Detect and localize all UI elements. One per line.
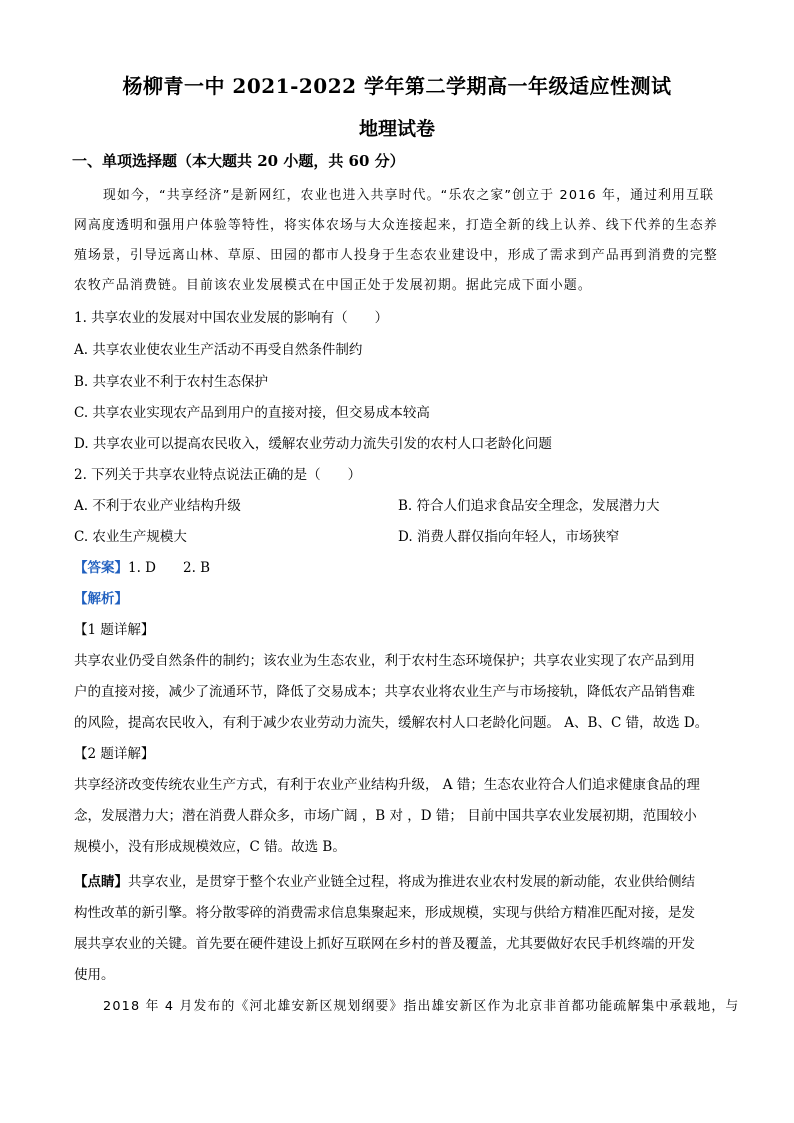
question-2-option-a: A. 不利于农业产业结构升级 [74, 498, 241, 514]
detail-1-line: 的风险，提高农民收入，有利于减少农业劳动力流失，缓解农村人口老龄化问题。 A、B、C 错，故选 D。 [74, 715, 709, 731]
detail-2-line: 共享经济改变传统农业生产方式，有利于农业产业结构升级， A 错；生态农业符合人们追求健康食品的理 [74, 777, 700, 793]
question-2-option-c: C. 农业生产规模大 [74, 529, 187, 545]
page-subtitle: 地理试卷 [358, 118, 435, 140]
answer-line [74, 556, 734, 576]
question-2-option-d: D. 消费人群仅指向年轻人，市场狭窄 [398, 529, 620, 545]
passage-line: 殖场景，引导远离山林、草原、田园的都市人投身于生态农业建设中，形成了需求到产品再到消费的完整 [74, 248, 718, 263]
dianjing-line [74, 870, 734, 890]
dianjing-tag: 【点睛】 [74, 874, 128, 890]
page-title: 杨柳青一中 2021-2022 学年第二学期高一年级适应性测试 [122, 74, 672, 98]
detail-2-tag: 【2 题详解】 [74, 746, 155, 762]
passage-line: 网高度透明和强用户体验等特性，将实体农场与大众连接起来，打造全新的线上认养、线下代养的生态养 [74, 218, 718, 233]
dianjing-line: 构性改革的新引擎。将分散零碎的消费需求信息集聚起来，形成规模，实现与供给方精准匹配对接，是发 [74, 905, 695, 921]
section-heading: 一、单项选择题（本大题共 20 小题，共 60 分） [72, 152, 405, 170]
question-1-option-a: A. 共享农业使农业生产活动不再受自然条件制约 [74, 342, 363, 358]
passage-2-line: 2018 年 4 月发布的《河北雄安新区规划纲要》指出雄安新区作为北京非首都功能疏解集中承载地，与 [103, 999, 740, 1014]
passage-line: 农牧产品消费链。目前该农业发展模式在中国正处于发展初期。据此完成下面小题。 [74, 278, 592, 293]
dianjing-line: 展共享农业的关键。首先要在硬件建设上抓好互联网在乡村的普及覆盖，尤其要做好农民手机终端的开发 [74, 936, 695, 952]
question-1-stem: 1. 共享农业的发展对中国农业发展的影响有（ ） [74, 310, 389, 326]
passage-line: 现如今，“共享经济”是新网红，农业也进入共享时代。“乐农之家”创立于 2016 年，通过利用互联 [103, 188, 715, 203]
answer-text: 1. D 2. B [128, 560, 211, 576]
detail-2-line: 念，发展潜力大；潜在消费人群众多，市场广阔 ，B 对 ，D 错； 目前中国共享农业发展初期，范围较小 [74, 808, 697, 824]
detail-2-line: 规模小，没有形成规模效应，C 错。故选 B。 [74, 839, 346, 855]
detail-1-line: 共享农业仍受自然条件的制约；该农业为生态农业，利于农村生态环境保护；共享农业实现了农产品到用 [74, 653, 695, 669]
question-1-option-b: B. 共享农业不利于农村生态保护 [74, 374, 269, 390]
detail-1-tag: 【1 题详解】 [74, 622, 155, 638]
answer-tag: 【答案】 [74, 560, 128, 576]
analysis-tag: 【解析】 [74, 591, 128, 607]
question-2-option-b: B. 符合人们追求食品安全理念，发展潜力大 [398, 498, 660, 514]
question-2-stem: 2. 下列关于共享农业特点说法正确的是（ ） [74, 467, 362, 483]
question-1-option-d: D. 共享农业可以提高农民收入，缓解农业劳动力流失引发的农村人口老龄化问题 [74, 436, 552, 452]
dianjing-text: 共享农业，是贯穿于整个农业产业链全过程，将成为推进农业农村发展的新动能，农业供给侧结 [128, 874, 695, 890]
dianjing-line: 使用。 [74, 967, 115, 983]
question-1-option-c: C. 共享农业实现农产品到用户的直接对接，但交易成本较高 [74, 405, 430, 421]
detail-1-line: 户的直接对接，减少了流通环节，降低了交易成本；共享农业将农业生产与市场接轨，降低农产品销售难 [74, 684, 695, 700]
